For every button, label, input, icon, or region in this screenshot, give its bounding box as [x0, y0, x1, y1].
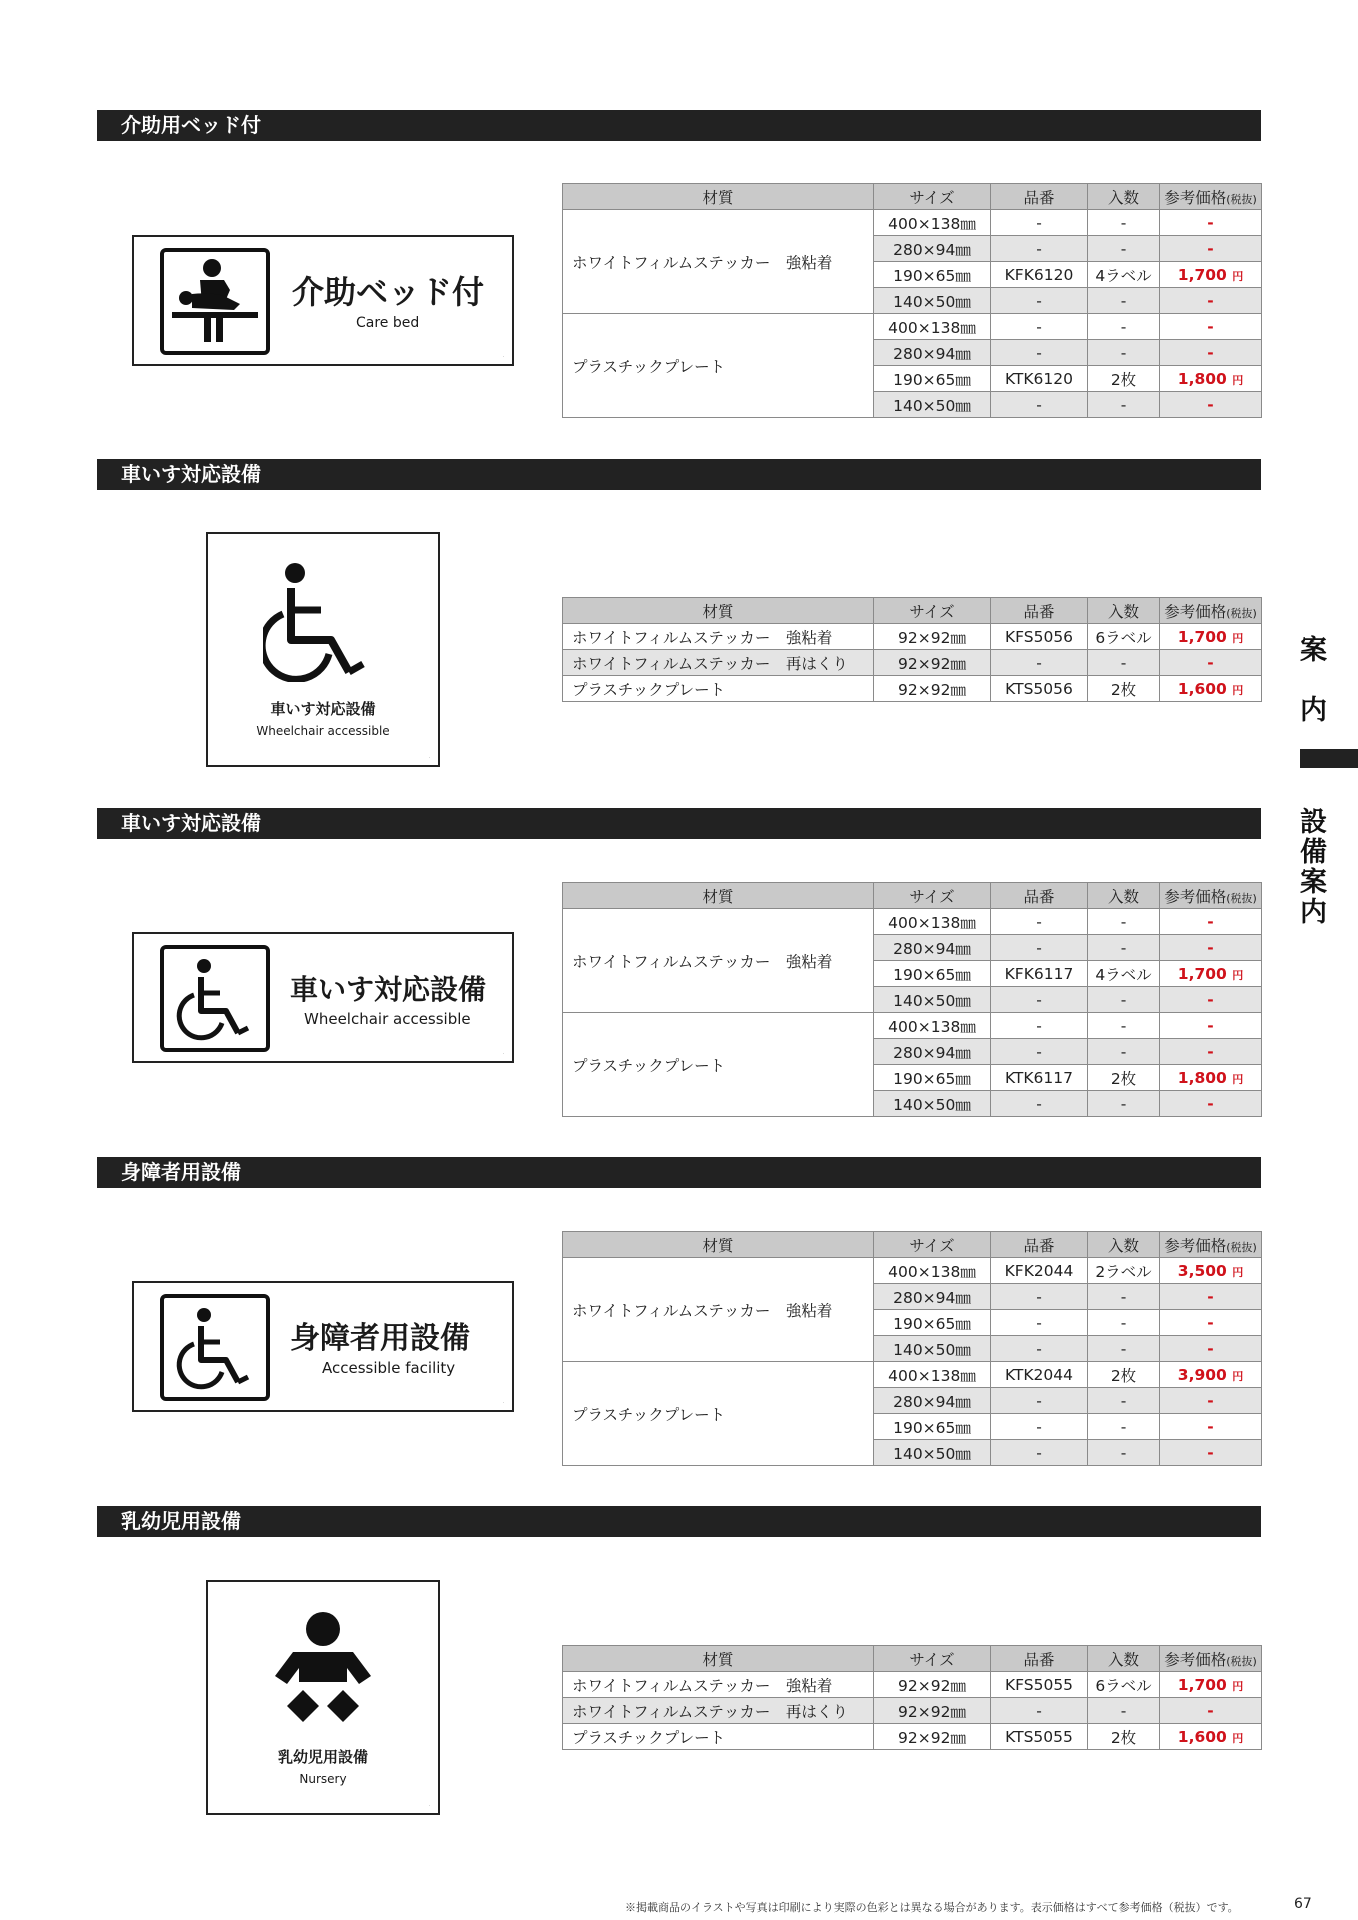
material-cell: ホワイトフィルムステッカー 再はくり	[563, 650, 874, 676]
table-header-row	[563, 184, 1262, 210]
size-cell: 280×94㎜	[874, 935, 991, 961]
section-title: 車いす対応設備	[97, 808, 1261, 839]
sign-en-label: Nursery	[299, 1772, 347, 1786]
col-header-price	[1160, 883, 1262, 909]
code-cell: -	[991, 987, 1088, 1013]
col-header-code: 品番	[991, 184, 1088, 210]
material-cell: プラスチックプレート	[563, 1362, 874, 1466]
size-cell: 140×50㎜	[874, 1336, 991, 1362]
col-header-code: 品番	[991, 598, 1088, 624]
table-row	[563, 1362, 1262, 1388]
qty-cell: -	[1088, 909, 1160, 935]
side-tab-top-char: 内	[1300, 695, 1327, 726]
code-cell: -	[991, 909, 1088, 935]
price-cell	[1160, 1336, 1262, 1362]
qty-cell: -	[1088, 1013, 1160, 1039]
price-cell	[1160, 1091, 1262, 1117]
sign-jp-label: 身障者用設備	[290, 1321, 470, 1356]
section-title: 身障者用設備	[97, 1157, 1261, 1188]
qty-cell: 2枚	[1088, 676, 1160, 702]
col-header-qty: 入数	[1088, 598, 1160, 624]
pictogram-frame	[160, 1294, 270, 1401]
price-cell	[1160, 262, 1262, 288]
size-cell: 280×94㎜	[874, 340, 991, 366]
col-header-price	[1160, 598, 1262, 624]
price-cell	[1160, 1388, 1262, 1414]
size-cell: 280×94㎜	[874, 1039, 991, 1065]
table-row	[563, 1258, 1262, 1284]
price-cell	[1160, 340, 1262, 366]
price-value: -	[1207, 912, 1214, 931]
price-value: -	[1207, 1443, 1214, 1462]
table-row	[563, 650, 1262, 676]
col-header-qty: 入数	[1088, 1232, 1160, 1258]
price-cell	[1160, 1672, 1262, 1698]
sign-en-label: Care bed	[356, 315, 420, 331]
side-tab-top-char: 案	[1300, 635, 1327, 666]
spec-table	[562, 1231, 1262, 1466]
price-cell	[1160, 909, 1262, 935]
price-cell	[1160, 650, 1262, 676]
size-cell: 140×50㎜	[874, 1091, 991, 1117]
qty-cell: -	[1088, 1698, 1160, 1724]
price-note: (税抜)	[1226, 192, 1257, 206]
size-cell: 280×94㎜	[874, 236, 991, 262]
section-title: 介助用ベッド付	[97, 110, 1261, 141]
qty-cell: 2ラベル	[1088, 1258, 1160, 1284]
code-cell: KFS5055	[991, 1672, 1088, 1698]
sign-preview	[206, 532, 440, 767]
price-unit: 円	[1232, 631, 1244, 645]
price-value: 1,800	[1177, 1068, 1227, 1087]
price-value: -	[1207, 1701, 1214, 1720]
price-value: -	[1207, 990, 1214, 1009]
page-number: 67	[1294, 1896, 1312, 1912]
size-cell: 400×138㎜	[874, 210, 991, 236]
code-cell: KFS5056	[991, 624, 1088, 650]
code-cell: -	[991, 314, 1088, 340]
col-header-qty: 入数	[1088, 1646, 1160, 1672]
wheelchair-icon	[263, 560, 373, 682]
price-unit: 円	[1232, 269, 1244, 283]
price-value: 1,700	[1177, 964, 1227, 983]
price-value: -	[1207, 1094, 1214, 1113]
price-cell	[1160, 1362, 1262, 1388]
material-cell: ホワイトフィルムステッカー 強粘着	[563, 909, 874, 1013]
col-header-size: サイズ	[874, 1232, 991, 1258]
sign-en-label: Accessible facility	[322, 1359, 456, 1377]
spec-table	[562, 183, 1262, 418]
size-cell: 190×65㎜	[874, 1065, 991, 1091]
qty-cell: -	[1088, 314, 1160, 340]
size-cell: 140×50㎜	[874, 1440, 991, 1466]
table-row	[563, 624, 1262, 650]
table-row	[563, 1698, 1262, 1724]
price-value: -	[1207, 395, 1214, 414]
table-header-row	[563, 883, 1262, 909]
price-value: -	[1207, 213, 1214, 232]
pictogram-frame	[160, 945, 270, 1052]
material-cell: ホワイトフィルムステッカー 強粘着	[563, 210, 874, 314]
side-tab-bottom-char: 備	[1300, 837, 1327, 868]
price-cell	[1160, 1724, 1262, 1750]
price-cell	[1160, 1284, 1262, 1310]
col-header-material: 材質	[563, 1232, 874, 1258]
sign-jp-label: 車いす対応設備	[290, 973, 487, 1006]
col-header-material: 材質	[563, 883, 874, 909]
table-header-row	[563, 598, 1262, 624]
spec-table	[562, 597, 1262, 702]
price-cell	[1160, 1414, 1262, 1440]
price-cell	[1160, 987, 1262, 1013]
material-cell: プラスチックプレート	[563, 314, 874, 418]
size-cell: 190×65㎜	[874, 366, 991, 392]
size-cell: 280×94㎜	[874, 1388, 991, 1414]
price-value: 3,500	[1177, 1261, 1227, 1280]
table-row	[563, 1672, 1262, 1698]
sign-preview	[132, 932, 514, 1063]
size-cell: 400×138㎜	[874, 1258, 991, 1284]
sign-jp-label: 乳幼児用設備	[277, 1748, 368, 1766]
sign-jp-label: 車いす対応設備	[270, 700, 376, 718]
fine-print: ·	[502, 1400, 504, 1405]
col-header-size: サイズ	[874, 184, 991, 210]
price-note: (税抜)	[1226, 891, 1257, 905]
qty-cell: 2枚	[1088, 1724, 1160, 1750]
qty-cell: -	[1088, 1336, 1160, 1362]
side-tab-divider	[1300, 749, 1358, 768]
price-note: (税抜)	[1226, 606, 1257, 620]
size-cell: 92×92㎜	[874, 624, 991, 650]
col-header-code: 品番	[991, 883, 1088, 909]
fine-print: ·	[428, 755, 430, 760]
qty-cell: 6ラベル	[1088, 624, 1160, 650]
col-header-qty: 入数	[1088, 184, 1160, 210]
section-title: 車いす対応設備	[97, 459, 1261, 490]
code-cell: -	[991, 210, 1088, 236]
table-row	[563, 210, 1262, 236]
qty-cell: -	[1088, 288, 1160, 314]
price-cell	[1160, 624, 1262, 650]
fine-print: ·	[428, 1803, 430, 1808]
price-unit: 円	[1232, 683, 1244, 697]
qty-cell: -	[1088, 935, 1160, 961]
code-cell: KTK2044	[991, 1362, 1088, 1388]
price-cell	[1160, 392, 1262, 418]
footnote: ※掲載商品のイラストや写真は印刷により実際の色彩とは異なる場合があります。表示価格はすべて参考価格（税抜）です。	[625, 1901, 1239, 1914]
code-cell: -	[991, 935, 1088, 961]
qty-cell: 2枚	[1088, 1362, 1160, 1388]
size-cell: 92×92㎜	[874, 650, 991, 676]
price-cell	[1160, 935, 1262, 961]
size-cell: 190×65㎜	[874, 1310, 991, 1336]
price-value: 3,900	[1177, 1365, 1227, 1384]
price-value: 1,700	[1177, 1675, 1227, 1694]
fine-print: ·	[502, 1051, 504, 1056]
price-note: (税抜)	[1226, 1654, 1257, 1668]
qty-cell: -	[1088, 392, 1160, 418]
material-cell: ホワイトフィルムステッカー 再はくり	[563, 1698, 874, 1724]
code-cell: -	[991, 1414, 1088, 1440]
code-cell: KTK6117	[991, 1065, 1088, 1091]
col-header-material: 材質	[563, 598, 874, 624]
size-cell: 140×50㎜	[874, 288, 991, 314]
material-cell: プラスチックプレート	[563, 1724, 874, 1750]
qty-cell: 2枚	[1088, 366, 1160, 392]
col-header-size: サイズ	[874, 598, 991, 624]
price-unit: 円	[1232, 1731, 1244, 1745]
code-cell: -	[991, 1039, 1088, 1065]
price-cell	[1160, 366, 1262, 392]
price-unit: 円	[1232, 1679, 1244, 1693]
col-header-price	[1160, 1646, 1262, 1672]
qty-cell: 2枚	[1088, 1065, 1160, 1091]
sign-preview	[132, 235, 514, 366]
col-header-code: 品番	[991, 1646, 1088, 1672]
spec-table	[562, 882, 1262, 1117]
table-header-row	[563, 1232, 1262, 1258]
qty-cell: -	[1088, 210, 1160, 236]
size-cell: 92×92㎜	[874, 1672, 991, 1698]
price-value: -	[1207, 653, 1214, 672]
code-cell: -	[991, 650, 1088, 676]
table-row	[563, 909, 1262, 935]
price-cell	[1160, 236, 1262, 262]
price-unit: 円	[1232, 968, 1244, 982]
size-cell: 92×92㎜	[874, 1724, 991, 1750]
code-cell: KTS5055	[991, 1724, 1088, 1750]
col-header-price	[1160, 1232, 1262, 1258]
table-row	[563, 676, 1262, 702]
col-header-material: 材質	[563, 1646, 874, 1672]
qty-cell: -	[1088, 1284, 1160, 1310]
col-header-size: サイズ	[874, 883, 991, 909]
code-cell: -	[991, 1440, 1088, 1466]
price-cell	[1160, 1013, 1262, 1039]
price-cell	[1160, 676, 1262, 702]
wheelchair-icon	[164, 1298, 266, 1397]
code-cell: -	[991, 392, 1088, 418]
price-value: -	[1207, 343, 1214, 362]
code-cell: -	[991, 1388, 1088, 1414]
sign-preview	[206, 1580, 440, 1815]
fine-print: ·	[502, 354, 504, 359]
price-value: -	[1207, 1287, 1214, 1306]
price-value: -	[1207, 1313, 1214, 1332]
size-cell: 280×94㎜	[874, 1284, 991, 1310]
price-cell	[1160, 1039, 1262, 1065]
code-cell: -	[991, 340, 1088, 366]
code-cell: -	[991, 236, 1088, 262]
qty-cell: -	[1088, 1414, 1160, 1440]
price-cell	[1160, 1440, 1262, 1466]
qty-cell: -	[1088, 987, 1160, 1013]
price-value: 1,800	[1177, 369, 1227, 388]
size-cell: 140×50㎜	[874, 392, 991, 418]
price-unit: 円	[1232, 1369, 1244, 1383]
wheelchair-icon	[164, 949, 266, 1048]
price-label: 参考価格	[1164, 602, 1227, 621]
qty-cell: -	[1088, 236, 1160, 262]
price-value: -	[1207, 938, 1214, 957]
price-label: 参考価格	[1164, 1650, 1227, 1669]
price-unit: 円	[1232, 1072, 1244, 1086]
size-cell: 140×50㎜	[874, 987, 991, 1013]
qty-cell: -	[1088, 650, 1160, 676]
qty-cell: 4ラベル	[1088, 262, 1160, 288]
code-cell: KTK6120	[991, 366, 1088, 392]
col-header-price	[1160, 184, 1262, 210]
sign-preview	[132, 1281, 514, 1412]
side-tab-bottom-char: 設	[1300, 807, 1327, 838]
table-row	[563, 1724, 1262, 1750]
price-cell	[1160, 1310, 1262, 1336]
col-header-size: サイズ	[874, 1646, 991, 1672]
price-value: -	[1207, 291, 1214, 310]
section-title: 乳幼児用設備	[97, 1506, 1261, 1537]
spec-table	[562, 1645, 1262, 1750]
material-cell: プラスチックプレート	[563, 1013, 874, 1117]
baby-icon	[273, 1610, 373, 1730]
price-value: 1,700	[1177, 265, 1227, 284]
qty-cell: -	[1088, 1039, 1160, 1065]
size-cell: 400×138㎜	[874, 909, 991, 935]
pictogram-frame	[160, 248, 270, 355]
price-label: 参考価格	[1164, 1236, 1227, 1255]
code-cell: KFK6117	[991, 961, 1088, 987]
material-cell: プラスチックプレート	[563, 676, 874, 702]
qty-cell: -	[1088, 1310, 1160, 1336]
side-tab-bottom-char: 案	[1300, 867, 1327, 898]
care-bed-icon	[164, 252, 266, 351]
code-cell: KFK6120	[991, 262, 1088, 288]
price-value: -	[1207, 317, 1214, 336]
code-cell: -	[991, 1013, 1088, 1039]
sign-en-label: Wheelchair accessible	[256, 724, 390, 738]
size-cell: 190×65㎜	[874, 961, 991, 987]
qty-cell: -	[1088, 1388, 1160, 1414]
price-value: -	[1207, 1016, 1214, 1035]
size-cell: 190×65㎜	[874, 262, 991, 288]
price-label: 参考価格	[1164, 188, 1227, 207]
qty-cell: -	[1088, 1440, 1160, 1466]
price-value: -	[1207, 1339, 1214, 1358]
size-cell: 190×65㎜	[874, 1414, 991, 1440]
price-label: 参考価格	[1164, 887, 1227, 906]
col-header-material: 材質	[563, 184, 874, 210]
size-cell: 400×138㎜	[874, 314, 991, 340]
code-cell: -	[991, 1284, 1088, 1310]
price-value: 1,600	[1177, 1727, 1227, 1746]
code-cell: -	[991, 1336, 1088, 1362]
price-value: 1,700	[1177, 627, 1227, 646]
code-cell: KTS5056	[991, 676, 1088, 702]
size-cell: 400×138㎜	[874, 1013, 991, 1039]
price-unit: 円	[1232, 1265, 1244, 1279]
code-cell: -	[991, 288, 1088, 314]
table-row	[563, 1013, 1262, 1039]
price-value: -	[1207, 239, 1214, 258]
price-cell	[1160, 1698, 1262, 1724]
table-row	[563, 314, 1262, 340]
price-note: (税抜)	[1226, 1240, 1257, 1254]
size-cell: 92×92㎜	[874, 1698, 991, 1724]
price-value: -	[1207, 1042, 1214, 1061]
sign-en-label: Wheelchair accessible	[304, 1010, 471, 1028]
price-cell	[1160, 1258, 1262, 1284]
material-cell: ホワイトフィルムステッカー 強粘着	[563, 624, 874, 650]
price-cell	[1160, 961, 1262, 987]
code-cell: -	[991, 1698, 1088, 1724]
col-header-qty: 入数	[1088, 883, 1160, 909]
price-cell	[1160, 210, 1262, 236]
material-cell: ホワイトフィルムステッカー 強粘着	[563, 1672, 874, 1698]
code-cell: -	[991, 1091, 1088, 1117]
material-cell: ホワイトフィルムステッカー 強粘着	[563, 1258, 874, 1362]
price-cell	[1160, 314, 1262, 340]
code-cell: -	[991, 1310, 1088, 1336]
qty-cell: 4ラベル	[1088, 961, 1160, 987]
price-cell	[1160, 1065, 1262, 1091]
qty-cell: -	[1088, 340, 1160, 366]
qty-cell: -	[1088, 1091, 1160, 1117]
price-value: -	[1207, 1417, 1214, 1436]
size-cell: 92×92㎜	[874, 676, 991, 702]
qty-cell: 6ラベル	[1088, 1672, 1160, 1698]
price-value: 1,600	[1177, 679, 1227, 698]
table-header-row	[563, 1646, 1262, 1672]
price-cell	[1160, 288, 1262, 314]
code-cell: KFK2044	[991, 1258, 1088, 1284]
sign-jp-label: 介助ベッド付	[292, 273, 485, 311]
side-tab-bottom-char: 内	[1300, 897, 1327, 928]
col-header-code: 品番	[991, 1232, 1088, 1258]
price-unit: 円	[1232, 373, 1244, 387]
size-cell: 400×138㎜	[874, 1362, 991, 1388]
price-value: -	[1207, 1391, 1214, 1410]
